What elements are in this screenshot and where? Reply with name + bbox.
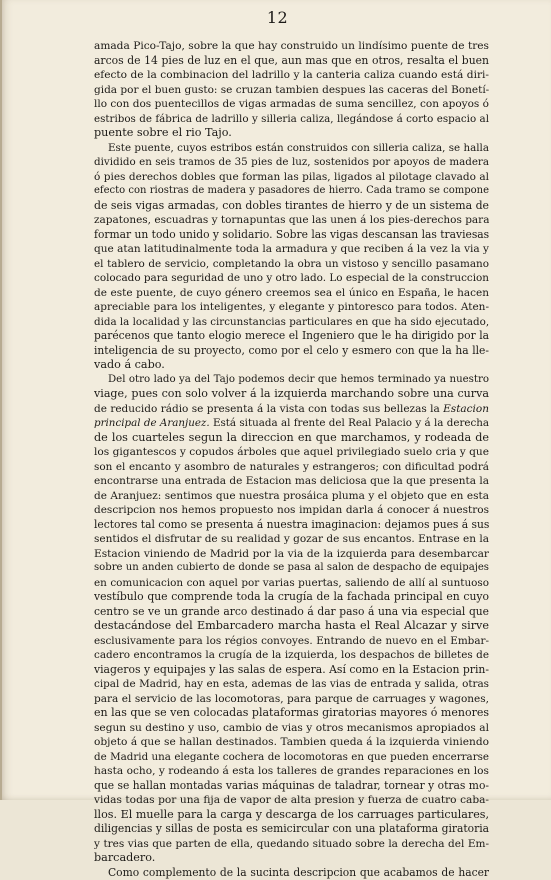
text-span: el tablero de servicio, completando la obra un vistoso y sencillo pasamano bbox=[94, 258, 489, 270]
text-line bbox=[94, 692, 489, 707]
text-line bbox=[94, 315, 489, 330]
text-span: vado á cabo. bbox=[94, 358, 165, 371]
text-line bbox=[94, 489, 489, 504]
text-span: gida por el buen gusto: se cruzan tambien despues las caceras del Bonetí- bbox=[94, 84, 489, 96]
text-span: de los cuarteles segun la direccion en que marchamos, y rodeada de bbox=[94, 431, 489, 444]
text-span: encontrarse una entrada de Estacion mas deliciosa que la que presenta la bbox=[94, 475, 489, 487]
text-span: cadero encontramos la crugía de la izquierda, los despachos de billetes de bbox=[94, 649, 489, 661]
text-line bbox=[94, 242, 489, 257]
text-span: apreciable para los inteligentes, y elegante y pintoresco para todos. Aten- bbox=[94, 301, 489, 313]
text-line bbox=[94, 735, 489, 750]
text-line bbox=[94, 648, 489, 663]
text-span: formar un todo unido y solidario. Sobre las vigas descansan las traviesas bbox=[94, 228, 489, 241]
text-span: que atan latitudinalmente toda la armadura y que reciben á la vez la via y bbox=[94, 243, 489, 255]
text-line bbox=[94, 54, 489, 69]
text-line bbox=[94, 155, 489, 170]
text-span: cipal de Madrid, hay en esta, ademas de las vias de entrada y salida, otras bbox=[94, 678, 489, 690]
text-span: Del otro lado ya del Tajo podemos decir que hemos terminado ya nuestro bbox=[108, 374, 489, 385]
text-span: efecto de la combinacion del ladrillo y la canteria caliza cuando está diri- bbox=[94, 69, 489, 81]
text-span: viageros y equipajes y las salas de espera. Así como en la Estacion prin- bbox=[94, 663, 489, 676]
text-span: en comunicacion con aquel por varias puertas, saliendo de allí al suntuoso bbox=[94, 577, 489, 589]
text-line bbox=[94, 764, 489, 779]
text-span: para el servicio de las locomotoras, para parque de carruages y wagones, bbox=[94, 693, 489, 705]
text-line bbox=[94, 750, 489, 765]
text-span: de reducido rádio se presenta á la vista con todas sus bellezas la bbox=[94, 403, 443, 415]
text-span: vestíbulo que comprende toda la crugía de la fachada principal en cuyo bbox=[94, 590, 489, 603]
text-span: esclusivamente para los régios convoyes. Entrando de nuevo en el Embar- bbox=[94, 635, 489, 647]
text-line bbox=[94, 677, 489, 692]
text-span: segun su destino y uso, cambio de vias y otros mecanismos apropiados al bbox=[94, 722, 489, 734]
text-span: puente sobre el rio Tajo. bbox=[94, 126, 232, 139]
text-span: sobre un anden cubierto de donde se pasa al salon de despacho de equipajes bbox=[94, 562, 489, 573]
text-line bbox=[94, 547, 489, 562]
text-span: inteligencia de su proyecto, como por el celo y esmero con que la ha lle- bbox=[94, 344, 489, 357]
text-span: Estacion viniendo de Madrid por la via de la izquierda para desembarcar bbox=[94, 548, 489, 560]
text-line bbox=[94, 822, 489, 837]
text-span: llo con dos puentecillos de vigas armadas de suma sencillez, con apoyos ó bbox=[94, 98, 489, 110]
text-span: objeto á que se hallan destinados. Tambien queda á la izquierda viniendo bbox=[94, 736, 489, 748]
text-line bbox=[94, 97, 489, 112]
text-line bbox=[94, 184, 489, 199]
text-line bbox=[94, 561, 489, 576]
text-span: centro se ve un grande arco destinado á dar paso á una via especial que bbox=[94, 605, 489, 618]
text-line bbox=[94, 518, 489, 533]
text-line bbox=[94, 112, 489, 127]
text-span: Está situada al frente del Real Palacio y á la derecha bbox=[210, 417, 489, 429]
text-line bbox=[94, 373, 489, 388]
text-line bbox=[94, 445, 489, 460]
text-line bbox=[94, 39, 489, 54]
italic-text: principal de Aranjuez. bbox=[94, 417, 210, 429]
text-line bbox=[94, 228, 489, 243]
text-span: sentidos el disfrutar de su realidad y gozar de sus encantos. Entrase en la bbox=[94, 533, 489, 545]
text-span: ó pies derechos dobles que forman las pilas, ligados al pilotage clavado al bbox=[94, 171, 489, 183]
text-line bbox=[94, 866, 489, 880]
text-span: amada Pico-Tajo, sobre la que hay construido un lindísimo puente de tres bbox=[94, 40, 489, 52]
text-span: estribos de fábrica de ladrillo y silleria caliza, llegándose á corto espacio al bbox=[94, 113, 489, 125]
text-span: diligencias y sillas de posta es semicircular con una plataforma giratoria bbox=[94, 822, 489, 835]
text-span: parécenos que tanto elogio merece el Ingeniero que le ha dirigido por la bbox=[94, 329, 489, 342]
text-span: Este puente, cuyos estribos están construidos con silleria caliza, se halla bbox=[108, 142, 489, 154]
text-span: de Madrid una elegante cochera de locomotoras en que pueden encerrarse bbox=[94, 751, 489, 763]
text-span: hasta ocho, y rodeando á esta los talleres de grandes reparaciones en los bbox=[94, 765, 489, 777]
text-line bbox=[94, 344, 489, 359]
text-span: vidas todas por una fija de vapor de alta presion y fuerza de cuatro caba- bbox=[94, 794, 489, 806]
text-span: lectores tal como se presenta á nuestra imaginacion: dejamos pues á sus bbox=[94, 518, 489, 531]
text-span: y tres vias que parten de ella, quedando situado sobre la derecha del Em- bbox=[94, 838, 489, 850]
text-line bbox=[94, 474, 489, 489]
text-line bbox=[94, 851, 489, 866]
text-line bbox=[94, 431, 489, 446]
text-span: dividido en seis tramos de 35 pies de luz, sostenidos por apoyos de madera bbox=[94, 156, 489, 168]
text-line bbox=[94, 503, 489, 518]
text-line bbox=[94, 619, 489, 634]
text-line bbox=[94, 576, 489, 591]
text-line bbox=[94, 460, 489, 475]
text-line bbox=[94, 141, 489, 156]
text-span: de seis vigas armadas, con dobles tirantes de hierro y de un sistema de bbox=[94, 199, 489, 212]
text-span: arcos de 14 pies de luz en el que, aun mas que en otros, resalta el buen bbox=[94, 54, 489, 67]
text-line bbox=[94, 416, 489, 431]
text-span: de este puente, de cuyo género creemos sea el único en España, le hacen bbox=[94, 287, 489, 299]
text-line bbox=[94, 721, 489, 736]
text-line bbox=[94, 170, 489, 185]
text-line bbox=[94, 257, 489, 272]
text-line bbox=[94, 271, 489, 286]
text-span: descripcion nos hemos propuesto nos impidan darla á conocer á nuestros bbox=[94, 504, 489, 516]
text-span: son el encanto y asombro de naturales y estrangeros; con dificultad podrá bbox=[94, 461, 489, 473]
text-line bbox=[94, 126, 489, 141]
text-line bbox=[94, 605, 489, 620]
text-line bbox=[94, 663, 489, 678]
text-line bbox=[94, 706, 489, 721]
text-span: colocado para seguridad de uno y otro lado. Lo especial de la construccion bbox=[94, 272, 489, 284]
text-line bbox=[94, 83, 489, 98]
text-span: efecto con riostras de madera y pasadores de hierro. Cada tramo se compone bbox=[94, 185, 489, 196]
text-line bbox=[94, 402, 489, 417]
text-line bbox=[94, 634, 489, 649]
text-span: destacándose del Embarcadero marcha hasta el Real Alcazar y sirve bbox=[94, 619, 489, 632]
text-line bbox=[94, 358, 489, 373]
text-line bbox=[94, 779, 489, 794]
text-span: viage, pues con solo volver á la izquierda marchando sobre una curva bbox=[94, 387, 489, 400]
text-span: Como complemento de la sucinta descripcion que acabamos de hacer bbox=[108, 866, 489, 879]
page-number: 12 bbox=[2, 9, 551, 27]
text-span: zapatones, escuadras y tornapuntas que las unen á los pies-derechos para bbox=[94, 214, 489, 226]
text-line bbox=[94, 793, 489, 808]
text-line bbox=[94, 532, 489, 547]
text-line bbox=[94, 213, 489, 228]
text-line bbox=[94, 590, 489, 605]
text-span: llos. El muelle para la carga y descarga de los carruages particulares, bbox=[94, 808, 489, 821]
text-span: dida la localidad y las circunstancias particulares en que ha sido ejecutado, bbox=[94, 316, 489, 328]
italic-text: Estacion bbox=[443, 403, 489, 415]
text-line bbox=[94, 387, 489, 402]
text-line bbox=[94, 286, 489, 301]
text-line bbox=[94, 837, 489, 852]
text-span: que se hallan montadas varias máquinas de taladrar, tornear y otras mo- bbox=[94, 779, 489, 792]
text-line bbox=[94, 68, 489, 83]
text-line bbox=[94, 300, 489, 315]
body-text bbox=[94, 39, 489, 880]
text-span: en las que se ven colocadas plataformas giratorias mayores ó menores bbox=[94, 706, 489, 719]
text-line bbox=[94, 329, 489, 344]
text-line bbox=[94, 808, 489, 823]
text-span: barcadero. bbox=[94, 851, 155, 864]
text-line bbox=[94, 199, 489, 214]
text-span: de Aranjuez: sentimos que nuestra prosáica pluma y el objeto que en esta bbox=[94, 490, 489, 502]
text-span: los gigantescos y copudos árboles que aquel privilegiado suelo cria y que bbox=[94, 446, 489, 458]
